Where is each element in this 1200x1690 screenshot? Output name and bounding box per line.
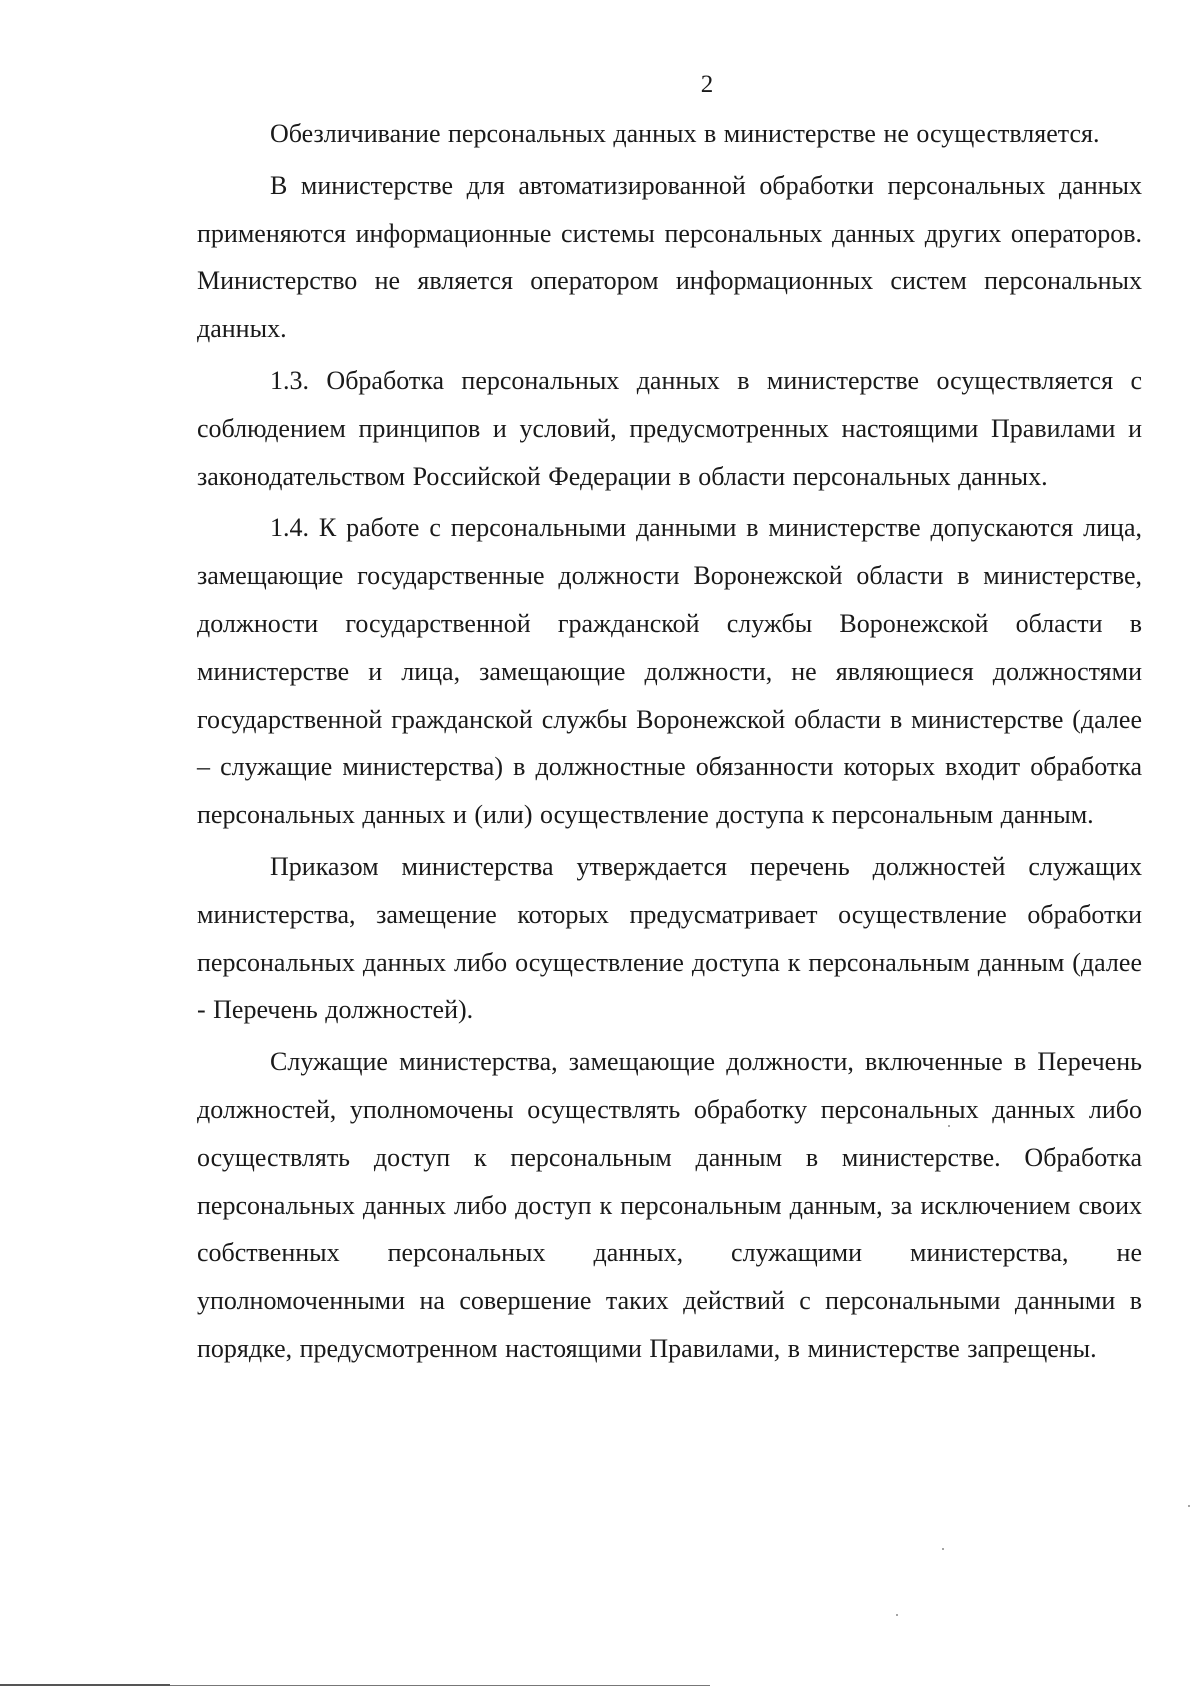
scan-speck [896, 1614, 898, 1616]
paragraph-authorized-employees: Служащие министерства, замещающие должности, включенные в Перечень должностей, уполномочены осуществлять обработку персональных данных либо осуществлять доступ к персональным данным в министерстве. Обработка персональных данных либо доступ к персональным данным, за исключением своих собственных персональных данных, служащими министерства, не уполномоченными на совершение таких действий с персональными данными в порядке, предусмотренном настоящими Правилами, в министерстве запрещены. [197, 1047, 1142, 1363]
paragraph-1-3-processing-principles: 1.3. Обработка персональных данных в министерстве осуществляется с соблюдением принципов и условий, предусмотренных настоящими Правилами и законодательством Российской Федерации в области персональных данных. [197, 365, 1142, 491]
paragraph-1-4-access-admission: 1.4. К работе с персональными данными в министерстве допускаются лица, замещающие государственные должности Воронежской области в министерстве, должности государственной гражданской службы Воронежской области в министерстве и лица, замещающие должности, не являющиеся должностями государственной гражданской службы Воронежской области в министерстве (далее – служащие министерства) в должностные обязанности которых входит обработка персональных данных и (или) осуществление доступа к персональным данным. [197, 513, 1142, 830]
scan-edge-line [0, 1684, 170, 1686]
paragraph-depersonalization: Обезличивание персональных данных в министерстве не осуществляется. [270, 119, 1100, 148]
scan-speck [1188, 1505, 1190, 1507]
scan-speck [948, 1125, 950, 1127]
document-body [197, 110, 1142, 1377]
scan-speck [942, 1548, 944, 1550]
paragraph-information-systems: В министерстве для автоматизированной обработки персональных данных применяются информационные системы персональных данных других операторов. Министерство не является оператором информационных систем персональных данных. [197, 170, 1142, 344]
scan-edge-line [170, 1685, 710, 1686]
page-number: 2 [700, 71, 714, 98]
paragraph-positions-list-order: Приказом министерства утверждается перечень должностей служащих министерства, замещение которых предусматривает осуществление обработки персональных данных либо осуществление доступа к персональным данным (далее - Перечень должностей). [197, 851, 1142, 1025]
